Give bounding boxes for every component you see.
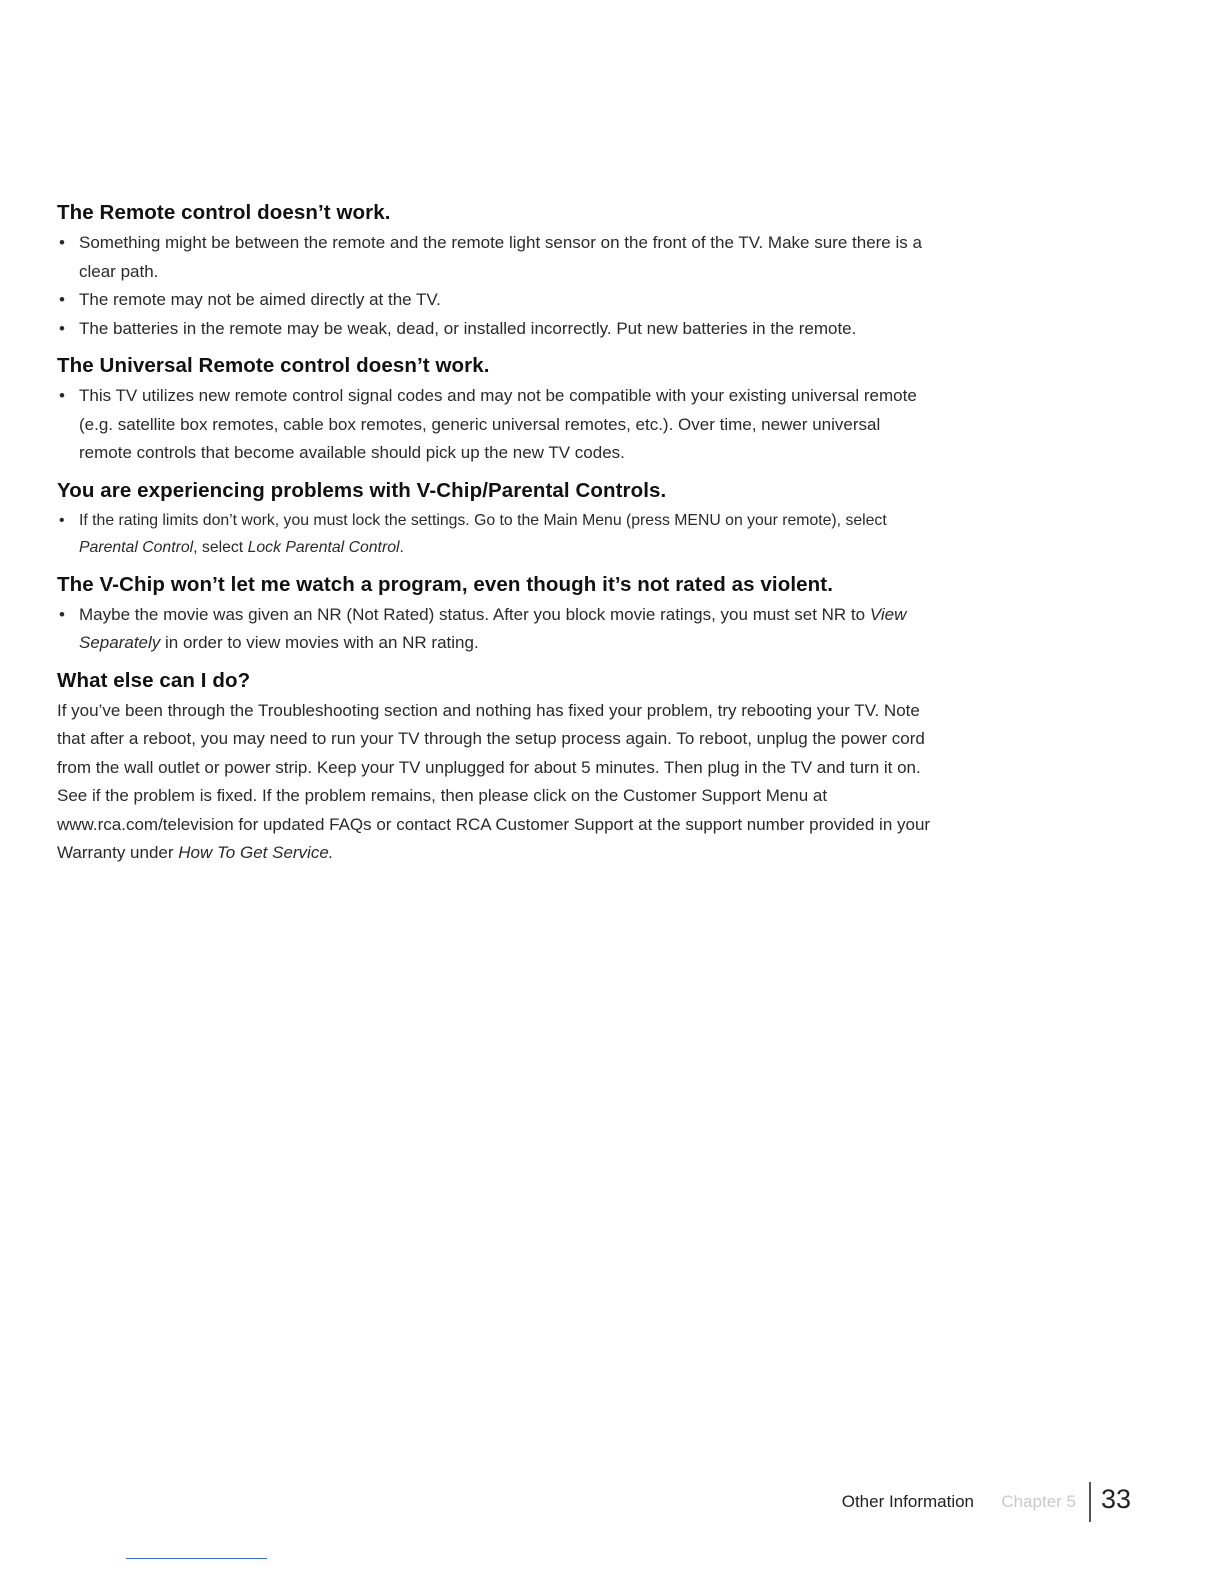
section-heading: You are experiencing problems with V-Chip/Parental Controls. (57, 478, 667, 502)
section-heading: The V-Chip won’t let me watch a program, even though it’s not rated as violent. (57, 572, 833, 596)
bullet-list (57, 229, 937, 343)
setting-view-separately: View Separately (79, 604, 907, 652)
list-item: • The batteries in the remote may be weak, dead, or installed incorrectly. Put new batteries in the remote. (57, 315, 937, 344)
section-heading: What else can I do? (57, 668, 251, 692)
footer-divider (1089, 1482, 1091, 1522)
list-item: • Maybe the movie was given an NR (Not Rated) status. After you block movie ratings, you must set NR to View Separately in order to view movies with an NR rating. (57, 601, 937, 658)
section-remote-control (57, 199, 937, 343)
footer-section-name: Other Information (841, 1492, 974, 1511)
bullet-list (57, 507, 937, 561)
section-what-else (57, 667, 937, 868)
section-vchip-parental (57, 477, 937, 561)
list-item: • If the rating limits don’t work, you must lock the settings. Go to the Main Menu (press MENU on your remote), select Parental Control, select Lock Parental Control. (57, 507, 937, 561)
page-footer (0, 1478, 1224, 1528)
section-heading: The Universal Remote control doesn’t work. (57, 354, 490, 377)
list-item: • This TV utilizes new remote control signal codes and may not be compatible with your existing universal remote (e.g. satellite box remotes, cable box remotes, generic universal remotes, etc.). Over time, newer universal remote controls that become available should pick up the new TV codes. (57, 382, 937, 468)
section-vchip-not-rated (57, 571, 937, 658)
bullet-list (57, 601, 937, 658)
menu-path-lock-parental-control: Lock Parental Control (247, 538, 400, 556)
menu-path-parental-control: Parental Control (79, 538, 194, 556)
page-content (57, 199, 937, 868)
list-item: • Something might be between the remote and the remote light sensor on the front of the TV. Make sure there is a clear path. (57, 229, 937, 286)
footer-chapter: Chapter 5 (1001, 1492, 1076, 1511)
list-item: • The remote may not be aimed directly at the TV. (57, 286, 937, 315)
page-number: 33 (1101, 1484, 1132, 1514)
section-heading: The Remote control doesn’t work. (57, 201, 391, 224)
bottom-rule (126, 1558, 267, 1559)
warranty-reference: How To Get Service. (178, 843, 334, 862)
body-paragraph: If you’ve been through the Troubleshooting section and nothing has fixed your problem, try rebooting your TV. Note that after a reboot, you may need to run your TV through the setup process again. To reboot, unplug the power cord from the wall outlet or power strip. Keep your TV unplugged for about 5 minutes. Then plug in the TV and turn it on. See if the problem is fixed. If the problem remains, then please click on the Customer Support Menu at www.rca.com/television for updated FAQs or contact RCA Customer Support at the support number provided in your Warranty under How To Get Service. (57, 700, 931, 862)
bullet-list (57, 382, 937, 468)
section-universal-remote (57, 352, 937, 468)
